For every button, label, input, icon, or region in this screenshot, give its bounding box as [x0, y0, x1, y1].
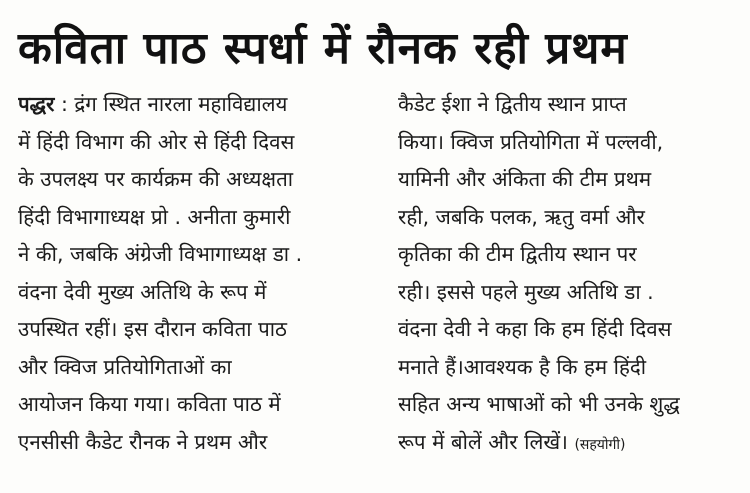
article-dateline: पद्धर — [18, 92, 55, 116]
article-last-line — [398, 424, 738, 465]
article-first-line-text: : द्रंग स्थित नारला महाविद्यालय — [54, 92, 288, 116]
article-left-column — [18, 86, 368, 461]
article-line: एनसीसी कैडेट रौनक ने प्रथम और — [18, 429, 268, 454]
article-headline: कविता पाठ स्पर्धा में रौनक रही प्रथम — [18, 23, 628, 74]
article-line: किया। क्विज प्रतियोगिता में पल्लवी, — [398, 129, 664, 154]
article-line: मनाते हैं।आवश्यक है कि हम हिंदी — [398, 354, 647, 379]
article-line: वंदना देवी मुख्य अतिथि के रूप में — [18, 279, 267, 304]
article-right-column — [398, 86, 738, 464]
article-credit: (सहयोगी) — [574, 436, 626, 453]
article-line: कृतिका की टीम द्वितीय स्थान पर — [398, 242, 637, 266]
article-line: उपस्थित रहीं। इस दौरान कविता पाठ — [18, 317, 287, 341]
article-line: ने की, जबकि अंग्रेजी विभागाध्यक्ष डा . — [18, 242, 303, 266]
article-line: रही, जबकि पलक, ऋतु वर्मा और — [398, 204, 645, 229]
article-line: यामिनी और अंकिता की टीम प्रथम — [398, 167, 652, 191]
article-line: रही। इससे पहले मुख्य अतिथि डा . — [398, 279, 654, 304]
article-line: आयोजन किया गया। कविता पाठ में — [18, 392, 281, 416]
article-line: कैडेट ईशा ने द्वितीय स्थान प्राप्त — [398, 92, 627, 116]
article-first-line — [18, 86, 368, 124]
article-line: वंदना देवी ने कहा कि हम हिंदी दिवस — [398, 317, 672, 341]
article-last-line-text: रूप में बोलें और लिखें। — [398, 429, 575, 454]
article-line: हिंदी विभागाध्यक्ष प्रो . अनीता कुमारी — [18, 204, 291, 229]
article-line: और क्विज प्रतियोगिताओं का — [18, 354, 232, 379]
article-line: के उपलक्ष्य पर कार्यक्रम की अध्यक्षता — [18, 167, 294, 191]
article-line: सहित अन्य भाषाओं को भी उनके शुद्ध — [398, 392, 680, 416]
article-line: में हिंदी विभाग की ओर से हिंदी दिवस — [18, 129, 295, 154]
